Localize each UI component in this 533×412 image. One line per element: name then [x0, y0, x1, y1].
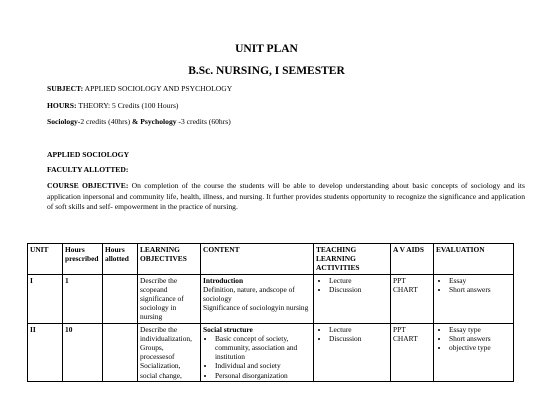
evaluation-cell — [434, 274, 514, 323]
teaching-cell — [314, 274, 391, 323]
header-content: CONTENT — [201, 244, 314, 275]
faculty-label: FACULTY ALLOTTED: — [47, 165, 129, 174]
header-av-aids: A V AIDS — [391, 244, 434, 275]
header-hours-allotted: Hours allotted — [103, 244, 138, 275]
psychology-value: 3 credits (60hrs) — [180, 117, 231, 126]
objective-cell: Describe the scopeand significance of sociology in nursing — [138, 274, 201, 323]
subject-label: SUBJECT: — [47, 84, 84, 93]
unit-plan-table — [27, 243, 514, 382]
section-heading: APPLIED SOCIOLOGY — [47, 150, 130, 159]
hours-line — [47, 101, 178, 110]
hours-value: THEORY: 5 Credits (100 Hours) — [78, 101, 179, 110]
hours-cell: 10 — [63, 323, 103, 381]
list-item: • Discussion — [329, 285, 388, 294]
objective-label: COURSE OBJECTIVE: — [47, 181, 129, 190]
list-item: • objective type — [449, 343, 511, 352]
header-teaching-activities: TEACHING LEARNING ACTIVITIES — [314, 244, 391, 275]
psychology-label: Psychology - — [140, 117, 181, 126]
content-title: Social structure — [203, 324, 253, 334]
table-row — [28, 323, 514, 381]
objective-cell: Describe the individualization, Groups, processesof Socialization, social change, — [138, 323, 201, 381]
av-cell: PPT CHART — [391, 274, 434, 323]
page-title: UNIT PLAN — [235, 43, 298, 55]
list-item: • Lecture — [329, 325, 388, 334]
subject-line — [47, 84, 232, 93]
list-item: • Individual and society — [215, 361, 311, 370]
unit-cell: I — [28, 274, 63, 323]
sociology-label: Sociology- — [47, 117, 81, 126]
list-item: • Lecture — [329, 276, 388, 285]
content-cell — [201, 323, 314, 381]
header-evaluation: EVALUATION — [434, 244, 514, 275]
list-item: • Personal disorganization — [215, 371, 311, 380]
allotted-cell — [103, 323, 138, 381]
page-subtitle: B.Sc. NURSING, I SEMESTER — [188, 65, 345, 77]
hours-label: HOURS: — [47, 101, 77, 110]
table-row — [28, 274, 514, 323]
list-item: • Essay type — [449, 325, 511, 334]
credits-line — [47, 117, 231, 126]
content-title: Introduction — [203, 275, 244, 285]
list-item: • Discussion — [329, 334, 388, 343]
header-hours-prescribed: Hours prescribed — [63, 244, 103, 275]
sociology-value: 2 credits (40hrs) — [80, 117, 131, 126]
content-line: Definition, nature, andscope of sociology — [203, 284, 295, 304]
content-cell — [201, 274, 314, 323]
list-item: • Short answers — [449, 285, 511, 294]
ampersand: & — [132, 117, 139, 126]
teaching-cell — [314, 323, 391, 381]
list-item: • Basic concept of society, community, association and institution — [215, 334, 311, 362]
objective-text: On completion of the course the students will be able to develop understanding about basic concepts of sociology and its application inpersonal and community life, health, illness, and nursing. It further provides students opportunity to recognize the significance and application of soft skills and self- empowerment in the practice of nursing. — [47, 181, 525, 212]
unit-cell: II — [28, 323, 63, 381]
list-item: • Essay — [449, 276, 511, 285]
evaluation-cell — [434, 323, 514, 381]
subject-value: APPLIED SOCIOLOGY AND PSYCHOLOGY — [84, 84, 233, 93]
content-line: Significance of sociologyin nursing — [203, 303, 309, 313]
header-learning-objectives: LEARNING OBJECTIVES — [138, 244, 201, 275]
hours-cell: 1 — [63, 274, 103, 323]
list-item: • Short answers — [449, 334, 511, 343]
course-objective — [47, 181, 525, 213]
table-header-row — [28, 244, 514, 275]
av-cell: PPT CHART — [391, 323, 434, 381]
allotted-cell — [103, 274, 138, 323]
header-unit: UNIT — [28, 244, 63, 275]
